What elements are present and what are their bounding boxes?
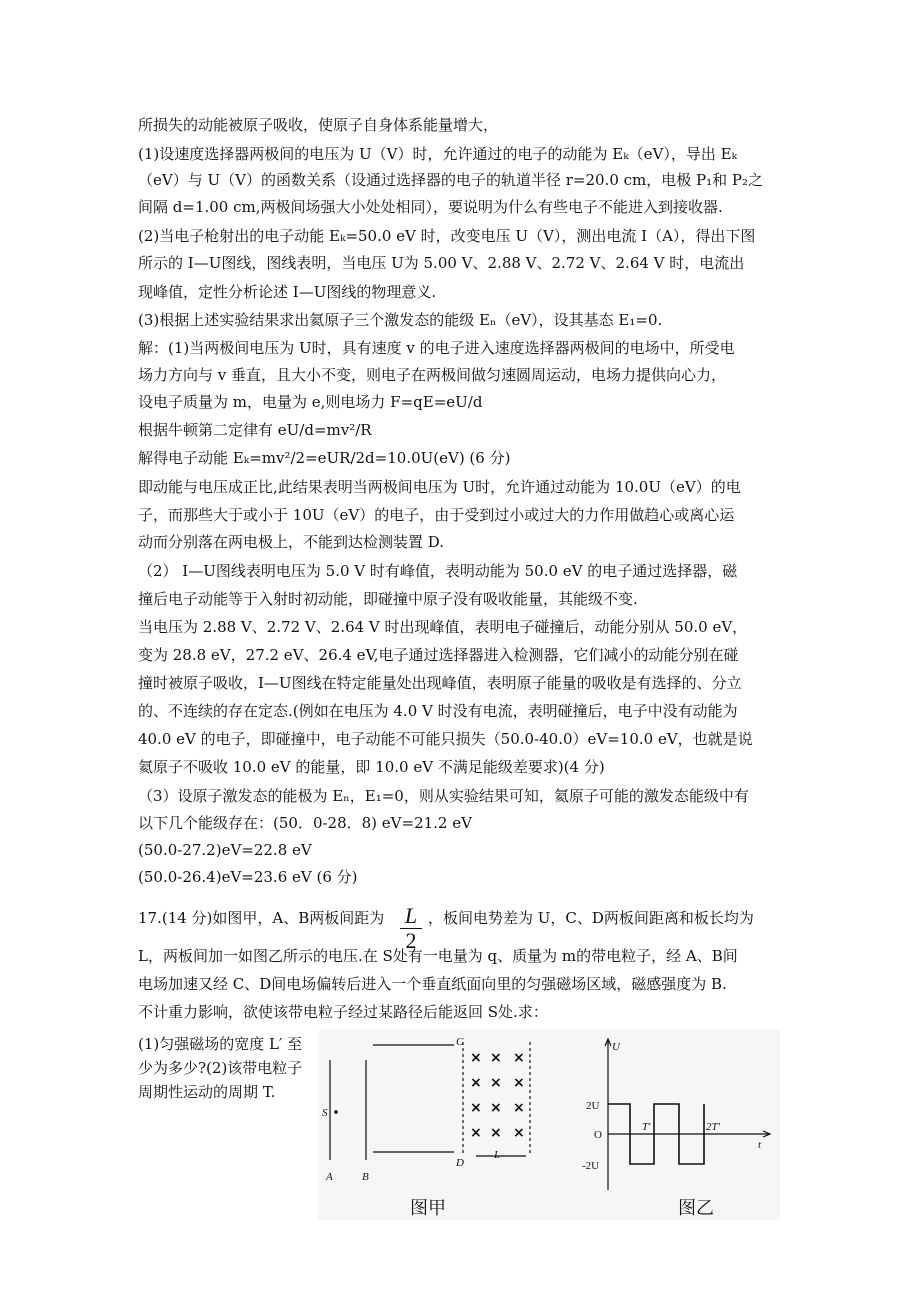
cross-mark: × <box>513 1100 525 1116</box>
point-s <box>334 1110 338 1114</box>
cross-mark: × <box>470 1125 482 1141</box>
label-c: C <box>456 1036 464 1048</box>
text-line: (1)设速度选择器两极间的电压为 U（V）时，允许通过的电子的动能为 Eₖ（eV），导出 Eₖ <box>138 145 738 163</box>
text-line: 间隔 d=1.00 cm,两极间场强大小处处相同），要说明为什么有些电子不能进入到接收器. <box>138 198 723 216</box>
figures-svg <box>318 1030 780 1220</box>
text-line: 40.0 eV 的电子，即碰撞中，电子动能不可能只损失（50.0-40.0）eV=10.0 eV，也就是说 <box>138 730 753 748</box>
text-line: 当电压为 2.88 V、2.72 V、2.64 V 时出现峰值，表明电子碰撞后，动能分别从 50.0 eV， <box>138 618 748 636</box>
problem-line: 电场加速又经 C、D间电场偏转后进入一个垂直纸面向里的匀强磁场区域，磁感强度为 B. <box>138 975 727 993</box>
fraction-denominator: 2 <box>405 928 417 953</box>
text-line: 氦原子不吸收 10.0 eV 的能量，即 10.0 eV 不满足能级差要求)(4 分) <box>138 758 605 776</box>
caption-figure-b: 图乙 <box>678 1198 714 1219</box>
label-t-prime: T′ <box>642 1121 651 1133</box>
figure-panel <box>318 1030 780 1220</box>
text-line: 设电子质量为 m，电量为 e,则电场力 F=qE=eU/d <box>138 393 483 411</box>
cross-mark: × <box>513 1125 525 1141</box>
problem-line: ，板间电势差为 U，C、D两板间距离和板长均为 <box>428 909 754 927</box>
label-2u: 2U <box>586 1100 600 1112</box>
text-line: 根据牛顿第二定律有 eU/d=mv²/R <box>138 421 372 439</box>
fraction-numerator: L <box>400 905 422 929</box>
text-line: 的、不连续的存在定态.(例如在电压为 4.0 V 时没有电流，表明碰撞后，电子中没有动能为 <box>138 702 738 720</box>
cross-mark: × <box>490 1075 502 1091</box>
cross-mark: × <box>470 1050 482 1066</box>
cross-mark: × <box>513 1075 525 1091</box>
label-a: A <box>326 1171 333 1183</box>
text-line: 以下几个能级存在：(50．0-28．8) eV=21.2 eV <box>138 814 472 832</box>
text-line: 场力方向与 v 垂直，且大小不变，则电子在两极间做匀速圆周运动，电场力提供向心力， <box>138 366 727 384</box>
label-b: B <box>362 1171 369 1183</box>
text-line: 现峰值，定性分析论述 I—U图线的物理意义. <box>138 283 437 301</box>
text-line: （3）设原子激发态的能极为 Eₙ，E₁=0，则从实验结果可知，氦原子可能的激发态能级中有 <box>138 787 749 805</box>
text-line: 所损失的动能被原子吸收，使原子自身体系能量增大， <box>138 116 499 134</box>
text-line: 即动能与电压成正比,此结果表明当两极间电压为 U时，允许通过动能为 10.0U（eV）的电 <box>138 478 741 496</box>
cross-mark: × <box>490 1100 502 1116</box>
problem-line: 不计重力影响，欲使该带电粒子经过某路径后能返回 S处.求： <box>138 1003 548 1021</box>
text-line: 撞后电子动能等于入射时初动能，即碰撞中原子没有吸收能量，其能级不变. <box>138 590 638 608</box>
text-line: (50.0-26.4)eV=23.6 eV (6 分) <box>138 868 358 886</box>
cross-mark: × <box>490 1125 502 1141</box>
text-line: 子，而那些大于或小于 10U（eV）的电子，由于受到过小或过大的力作用做趋心或离心运 <box>138 506 735 524</box>
text-line: 所示的 I—U图线，图线表明，当电压 U为 5.00 V、2.88 V、2.72 V、2.64 V 时，电流出 <box>138 254 745 272</box>
text-line: (2)当电子枪射出的电子动能 Eₖ=50.0 eV 时，改变电压 U（V），测出电流 I（A），得出下图 <box>138 227 756 245</box>
label-2t-prime: 2T′ <box>706 1121 721 1133</box>
label-l-prime: L <box>494 1149 501 1161</box>
text-line: (50.0-27.2)eV=22.8 eV <box>138 841 312 859</box>
cross-mark: × <box>513 1050 525 1066</box>
text-line: 动而分别落在两电极上，不能到达检测装置 D. <box>138 533 445 551</box>
label-u: U <box>612 1041 620 1053</box>
question-text: (1)匀强磁场的宽度 L′ 至少为多少?(2)该带电粒子周期性运动的周期 T. <box>138 1035 303 1101</box>
text-line: 解得电子动能 Eₖ=mv²/2=eUR/2d=10.0U(eV) (6 分) <box>138 449 511 467</box>
text-line: (3)根据上述实验结果求出氦原子三个激发态的能级 Eₙ（eV），设其基态 E₁=0. <box>138 311 663 329</box>
label-s: S <box>322 1107 328 1119</box>
label-neg-2u: -2U <box>582 1160 600 1172</box>
text-line: （2） I—U图线表明电压为 5.0 V 时有峰值，表明动能为 50.0 eV 的电子通过选择器，磁 <box>138 562 738 580</box>
text-line: 解：(1)当两极间电压为 U时，具有速度 v 的电子进入速度选择器两极间的电场中，所受电 <box>138 339 735 357</box>
label-origin: O <box>594 1129 602 1141</box>
problem-line: L，两板间加一如图乙所示的电压.在 S处有一电量为 q、质量为 m的带电粒子，经 A、B间 <box>138 947 738 965</box>
cross-mark: × <box>470 1100 482 1116</box>
text-line: （eV）与 U（V）的函数关系（设通过选择器的电子的轨道半径 r=20.0 cm，电极 P₁和 P₂之 <box>138 171 764 189</box>
cross-mark: × <box>490 1050 502 1066</box>
text-line: 变为 28.8 eV，27.2 eV、26.4 eV,电子通过选择器进入检测器，它们减小的动能分别在碰 <box>138 646 739 664</box>
caption-figure-a: 图甲 <box>410 1198 446 1219</box>
fraction-l-over-2 <box>400 905 422 952</box>
problem-line: 17.(14 分)如图甲，A、B两板间距为 <box>138 909 385 927</box>
cross-mark: × <box>470 1075 482 1091</box>
text-line: 撞时被原子吸收，I—U图线在特定能量处出现峰值，表明原子能量的吸收是有选择的、分立 <box>138 674 742 692</box>
label-d: D <box>456 1157 464 1169</box>
label-t: t <box>758 1139 762 1151</box>
